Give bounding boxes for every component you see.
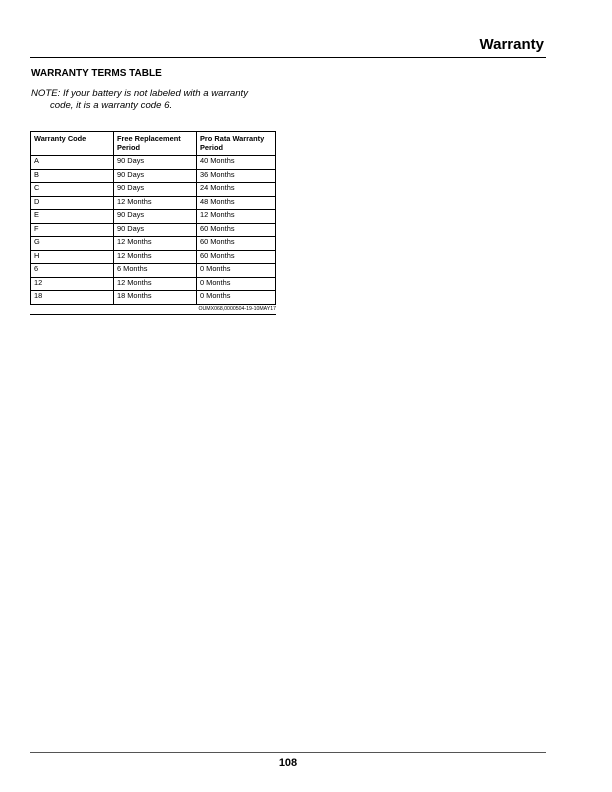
warranty-code-cell: 12: [31, 277, 114, 291]
free-replacement-cell: 90 Days: [114, 223, 197, 237]
footer-divider: [30, 752, 546, 753]
table-row: [31, 237, 276, 251]
free-replacement-cell: 12 Months: [114, 250, 197, 264]
free-replacement-cell: 6 Months: [114, 264, 197, 278]
free-replacement-cell: 12 Months: [114, 277, 197, 291]
warranty-terms-table: [30, 131, 276, 305]
free-replacement-cell: 12 Months: [114, 237, 197, 251]
section-heading: WARRANTY TERMS TABLE: [31, 68, 162, 79]
table-header-row: [31, 132, 276, 156]
pro-rata-cell: 48 Months: [197, 196, 276, 210]
warranty-code-cell: F: [31, 223, 114, 237]
table-row: [31, 210, 276, 224]
warranty-code-cell: H: [31, 250, 114, 264]
pro-rata-cell: 60 Months: [197, 237, 276, 251]
pro-rata-cell: 40 Months: [197, 156, 276, 170]
free-replacement-cell: 18 Months: [114, 291, 197, 305]
pro-rata-cell: 60 Months: [197, 223, 276, 237]
table-row: [31, 250, 276, 264]
free-replacement-cell: 12 Months: [114, 196, 197, 210]
table-row: [31, 196, 276, 210]
warranty-code-cell: E: [31, 210, 114, 224]
battery-note: [31, 88, 276, 111]
page-number: 108: [278, 757, 298, 769]
warranty-code-cell: C: [31, 183, 114, 197]
section-end-divider: [30, 314, 276, 315]
table-row: [31, 264, 276, 278]
table-row: [31, 277, 276, 291]
warranty-code-cell: 18: [31, 291, 114, 305]
pro-rata-cell: 0 Months: [197, 291, 276, 305]
header-divider: [30, 57, 546, 58]
table-row: [31, 156, 276, 170]
pro-rata-cell: 24 Months: [197, 183, 276, 197]
pro-rata-cell: 0 Months: [197, 277, 276, 291]
warranty-code-cell: G: [31, 237, 114, 251]
warranty-code-cell: A: [31, 156, 114, 170]
warranty-code-cell: B: [31, 169, 114, 183]
free-replacement-cell: 90 Days: [114, 169, 197, 183]
table-row: [31, 223, 276, 237]
table-row: [31, 291, 276, 305]
column-header-free-replacement-period: Free Replacement Period: [114, 132, 197, 156]
free-replacement-cell: 90 Days: [114, 156, 197, 170]
pro-rata-cell: 36 Months: [197, 169, 276, 183]
pro-rata-cell: 0 Months: [197, 264, 276, 278]
warranty-code-cell: D: [31, 196, 114, 210]
pro-rata-cell: 12 Months: [197, 210, 276, 224]
table-row: [31, 183, 276, 197]
table-row: [31, 169, 276, 183]
free-replacement-cell: 90 Days: [114, 210, 197, 224]
column-header-pro-rata-warranty-period: Pro Rata Warranty Period: [197, 132, 276, 156]
document-reference-code: OUMX068,0000504-19-10MAY17: [198, 306, 276, 312]
note-line-2: code, it is a warranty code 6.: [50, 99, 173, 111]
warranty-code-cell: 6: [31, 264, 114, 278]
note-line-1: NOTE: If your battery is not labeled with a warranty: [31, 88, 249, 99]
free-replacement-cell: 90 Days: [114, 183, 197, 197]
page-title: Warranty: [479, 36, 544, 53]
pro-rata-cell: 60 Months: [197, 250, 276, 264]
column-header-warranty-code: Warranty Code: [31, 132, 114, 156]
